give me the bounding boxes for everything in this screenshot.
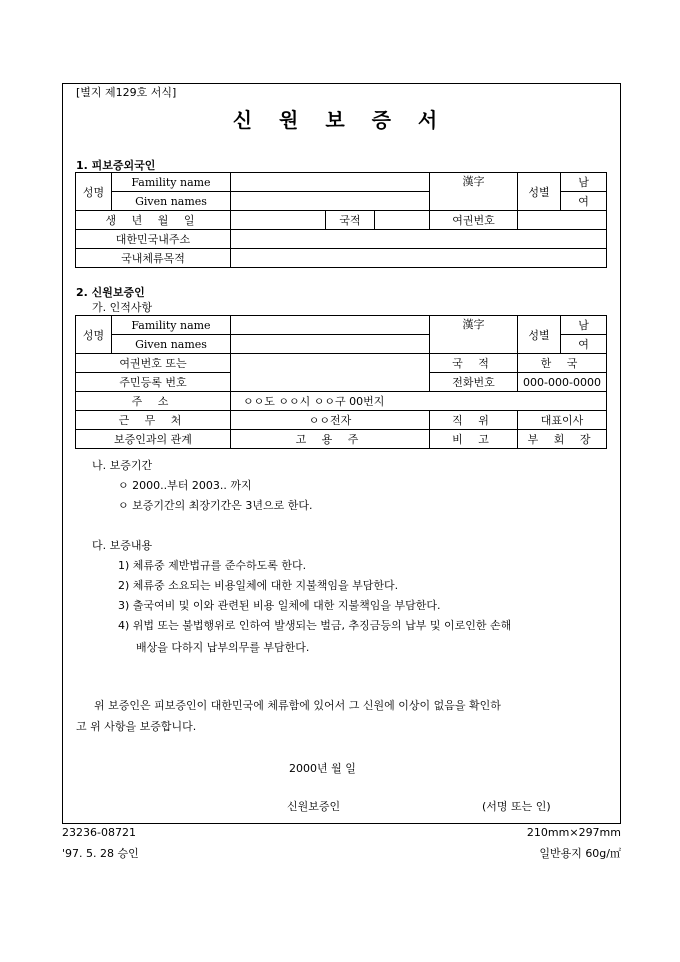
s2-phone-label: 전화번호 bbox=[430, 373, 518, 392]
s1-hanja-label: 漢字 bbox=[430, 173, 518, 211]
s1-given-names-label: Given names bbox=[112, 192, 231, 211]
s1-birth-value[interactable] bbox=[231, 211, 326, 230]
s2-nationality-label: 국 적 bbox=[430, 354, 518, 373]
s1-family-name-label: Famility name bbox=[112, 173, 231, 192]
s2-relation-value: 고 용 주 bbox=[231, 430, 430, 449]
signer-label: 신원보증인 bbox=[287, 800, 341, 813]
statement-line-1: 위 보증인은 피보증인이 대한민국에 체류함에 있어서 그 신원에 이상이 없음을 확인하 bbox=[94, 699, 501, 712]
s2-id-number-value[interactable] bbox=[231, 354, 430, 392]
s1-family-name-value[interactable] bbox=[231, 173, 430, 192]
s1-purpose-label: 국내체류목적 bbox=[76, 249, 231, 268]
s2-remarks-label: 비 고 bbox=[430, 430, 518, 449]
footer-code: 23236-08721 bbox=[62, 826, 136, 839]
section2-table bbox=[75, 315, 607, 449]
footer-approval: '97. 5. 28 승인 bbox=[62, 847, 139, 860]
s2-address-value: ㅇㅇ도 ㅇㅇ시 ㅇㅇ구 00번지 bbox=[231, 392, 607, 411]
statement-line-2: 고 위 사항을 보증합니다. bbox=[76, 720, 197, 733]
content-item-3: 3) 출국여비 및 이와 관련된 비용 일체에 대한 지불책임을 부담한다. bbox=[118, 599, 441, 612]
s2-given-names-label: Given names bbox=[112, 335, 231, 354]
section2-heading: 2. 신원보증인 bbox=[76, 286, 145, 299]
s2-given-names-value[interactable] bbox=[231, 335, 430, 354]
s2-female-option[interactable]: 여 bbox=[561, 335, 607, 354]
s2-address-label: 주 소 bbox=[76, 392, 231, 411]
s1-female-option[interactable]: 여 bbox=[561, 192, 607, 211]
s2-nationality-value: 한 국 bbox=[518, 354, 607, 373]
s1-birth-label: 생 년 월 일 bbox=[76, 211, 231, 230]
footer-size: 210mm×297mm bbox=[526, 826, 621, 839]
s2-relation-label: 보증인과의 관계 bbox=[76, 430, 231, 449]
s1-nationality-value[interactable] bbox=[375, 211, 430, 230]
s1-passport-label: 여권번호 bbox=[430, 211, 518, 230]
footer-paper: 일반용지 60g/㎡ bbox=[539, 847, 621, 860]
content-item-4-cont: 배상을 다하지 납부의무를 부담한다. bbox=[136, 641, 310, 654]
page-title: 신 원 보 증 서 bbox=[232, 108, 448, 132]
date-line: 2000년 월 일 bbox=[289, 762, 356, 775]
s2-family-name-label: Famility name bbox=[112, 316, 231, 335]
s1-korea-address-label: 대한민국내주소 bbox=[76, 230, 231, 249]
s2-position-value: 대표이사 bbox=[518, 411, 607, 430]
s2-family-name-value[interactable] bbox=[231, 316, 430, 335]
s2-workplace-value: ㅇㅇ전자 bbox=[231, 411, 430, 430]
s1-male-option[interactable]: 남 bbox=[561, 173, 607, 192]
s2-sex-label: 성별 bbox=[518, 316, 561, 354]
s2-passport-or-label: 여권번호 또는 bbox=[76, 354, 231, 373]
s1-name-label: 성명 bbox=[76, 173, 112, 211]
section1-heading: 1. 피보증외국인 bbox=[76, 159, 156, 172]
content-item-2: 2) 체류중 소요되는 비용일체에 대한 지불책임을 부담한다. bbox=[118, 579, 399, 592]
s1-sex-label: 성별 bbox=[518, 173, 561, 211]
sign-note: (서명 또는 인) bbox=[482, 800, 551, 813]
s1-nationality-label: 국적 bbox=[326, 211, 375, 230]
content-item-1: 1) 체류중 제반법규를 준수하도록 한다. bbox=[118, 559, 307, 572]
s2-phone-value: 000-000-0000 bbox=[518, 373, 607, 392]
period-line-2: ㅇ 보증기간의 최장기간은 3년으로 한다. bbox=[118, 499, 313, 512]
s2-remarks-value: 부 회 장 bbox=[518, 430, 607, 449]
s2-male-option[interactable]: 남 bbox=[561, 316, 607, 335]
s2-resident-label: 주민등록 번호 bbox=[76, 373, 231, 392]
s1-given-names-value[interactable] bbox=[231, 192, 430, 211]
form-number: [별지 제129호 서식] bbox=[76, 86, 177, 99]
section2-sub-a: 가. 인적사항 bbox=[92, 301, 153, 314]
period-line-1: ㅇ 2000..부터 2003.. 까지 bbox=[118, 479, 252, 492]
content-item-4: 4) 위법 또는 불법행위로 인하여 발생되는 벌금, 추징금등의 납부 및 이로인한 손해 bbox=[118, 619, 512, 632]
s2-position-label: 직 위 bbox=[430, 411, 518, 430]
s2-name-label: 성명 bbox=[76, 316, 112, 354]
period-heading: 나. 보증기간 bbox=[92, 459, 153, 472]
s2-hanja-label: 漢字 bbox=[430, 316, 518, 354]
section1-table bbox=[75, 172, 607, 268]
s1-purpose-value[interactable] bbox=[231, 249, 607, 268]
s1-korea-address-value[interactable] bbox=[231, 230, 607, 249]
content-heading: 다. 보증내용 bbox=[92, 539, 153, 552]
s2-workplace-label: 근 무 처 bbox=[76, 411, 231, 430]
s1-passport-value[interactable] bbox=[518, 211, 607, 230]
